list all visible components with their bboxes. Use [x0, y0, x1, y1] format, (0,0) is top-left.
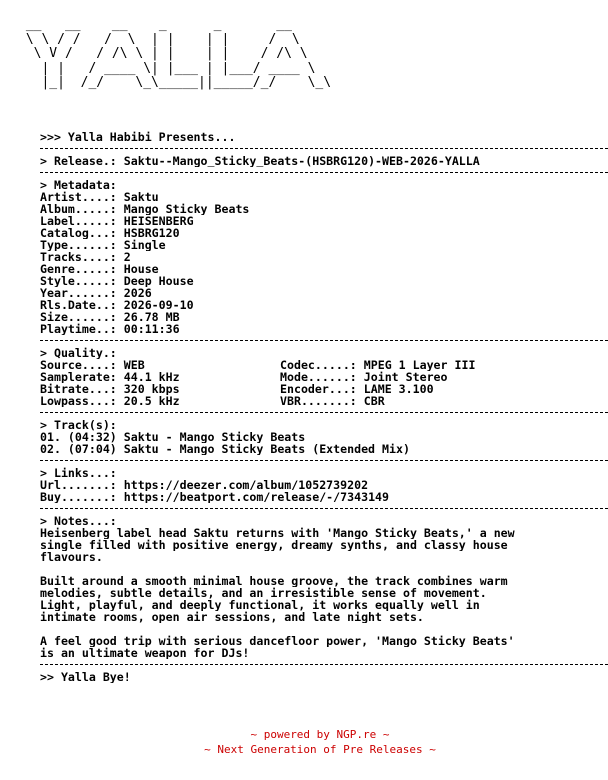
- metadata-value: HSBRG120: [123, 227, 180, 239]
- quality-list: [40, 359, 608, 407]
- release-line: [40, 155, 608, 167]
- release-name: Saktu--Mango_Sticky_Beats-(HSBRG120)-WEB-2026-YALLA: [123, 155, 480, 167]
- link-list: [40, 479, 608, 503]
- intro-line: >>> Yalla Habibi Presents...: [40, 131, 236, 143]
- tracks-header: > Track(s):: [40, 419, 117, 431]
- metadata-value: 00:11:36: [123, 323, 180, 335]
- release-label: > Release.:: [40, 155, 117, 167]
- link-url[interactable]: https://beatport.com/release/-/7343149: [123, 491, 390, 503]
- metadata-row: [40, 311, 608, 323]
- notes-line: A feel good trip with serious dancefloor power, 'Mango Sticky Beats': [40, 635, 515, 647]
- metadata-row: [40, 323, 608, 335]
- metadata-key: Label.....:: [40, 215, 117, 227]
- metadata-key: Artist....:: [40, 191, 117, 203]
- track-item: 01. (04:32) Saktu - Mango Sticky Beats: [40, 431, 306, 443]
- link-url[interactable]: https://deezer.com/album/1052739202: [123, 479, 369, 491]
- footer-powered-by: ~ powered by NGP.re ~: [250, 728, 390, 741]
- track-list: [40, 431, 608, 455]
- metadata-row: [40, 299, 608, 311]
- notes-line: intimate rooms, open air sessions, and late night sets.: [40, 611, 424, 623]
- metadata-key: Size......:: [40, 311, 117, 323]
- quality-row: [40, 359, 608, 371]
- metadata-key: Year......:: [40, 287, 117, 299]
- link-row: [40, 491, 608, 503]
- metadata-value: 26.78 MB: [123, 311, 180, 323]
- divider: [40, 340, 608, 341]
- link-key: Url.......:: [40, 479, 117, 491]
- metadata-header: > Metadata:: [40, 179, 117, 191]
- links-header: > Links...:: [40, 467, 117, 479]
- outro-line: >> Yalla Bye!: [40, 671, 131, 683]
- notes-line: Heisenberg label head Saktu returns with 'Mango Sticky Beats,' a new: [40, 527, 515, 539]
- metadata-row: [40, 191, 608, 203]
- divider: [40, 148, 608, 149]
- metadata-key: Catalog...:: [40, 227, 117, 239]
- quality-right: Codec.....: MPEG 1 Layer III: [280, 359, 476, 371]
- quality-right: Mode......: Joint Stereo: [280, 371, 448, 383]
- metadata-value: 2026-09-10: [123, 299, 194, 311]
- track-item: 02. (07:04) Saktu - Mango Sticky Beats (Extended Mix): [40, 443, 410, 455]
- divider: [40, 172, 608, 173]
- metadata-key: Genre.....:: [40, 263, 117, 275]
- notes-line: melodies, subtle details, and an irresistible sense of movement.: [40, 587, 487, 599]
- notes-line: single filled with positive energy, dreamy synths, and classy house: [40, 539, 508, 551]
- metadata-key: Type......:: [40, 239, 117, 251]
- divider: [40, 508, 608, 509]
- metadata-row: [40, 251, 608, 263]
- metadata-key: Rls.Date..:: [40, 299, 117, 311]
- notes-line: flavours.: [40, 551, 103, 563]
- footer-tagline: ~ Next Generation of Pre Releases ~: [204, 743, 436, 756]
- quality-header: > Quality.:: [40, 347, 117, 359]
- divider: [40, 460, 608, 461]
- quality-right: VBR.......: CBR: [280, 395, 385, 407]
- metadata-key: Album.....:: [40, 203, 117, 215]
- metadata-row: [40, 263, 608, 275]
- metadata-value: HEISENBERG: [123, 215, 194, 227]
- metadata-row: [40, 287, 608, 299]
- notes-text: [40, 527, 608, 659]
- link-row: [40, 479, 608, 491]
- metadata-value: 2: [123, 251, 131, 263]
- metadata-value: Mango Sticky Beats: [123, 203, 250, 215]
- metadata-key: Playtime..:: [40, 323, 117, 335]
- divider: [40, 664, 608, 665]
- nfo-body: [40, 131, 608, 683]
- notes-blank-line: [40, 623, 608, 635]
- yalla-logo-ascii: __ __ __ _ _ __ \ \ / / / \ | | | | / \ \ V / / /\ \ | | | | / /\ \ | | / ____ \| |___ | |___/ ____ \ |_| /_/ \_\_____||_____/_/ \_\: [25, 17, 332, 90]
- quality-row: [40, 395, 608, 407]
- metadata-list: [40, 191, 608, 335]
- divider: [40, 412, 608, 413]
- metadata-key: Tracks....:: [40, 251, 117, 263]
- quality-left: Bitrate...: 320 kbps: [40, 383, 180, 395]
- quality-left: Source....: WEB: [40, 359, 145, 371]
- metadata-key: Style.....:: [40, 275, 117, 287]
- metadata-value: Single: [123, 239, 166, 251]
- notes-line: Built around a smooth minimal house groove, the track combines warm: [40, 575, 508, 587]
- metadata-row: [40, 239, 608, 251]
- metadata-row: [40, 215, 608, 227]
- quality-left: Lowpass...: 20.5 kHz: [40, 395, 180, 407]
- quality-row: [40, 371, 608, 383]
- notes-line: Light, playful, and deeply functional, it works equally well in: [40, 599, 480, 611]
- metadata-row: [40, 275, 608, 287]
- metadata-value: Saktu: [123, 191, 159, 203]
- quality-left: Samplerate: 44.1 kHz: [40, 371, 180, 383]
- metadata-value: 2026: [123, 287, 152, 299]
- notes-header: > Notes...:: [40, 515, 117, 527]
- metadata-row: [40, 227, 608, 239]
- quality-row: [40, 383, 608, 395]
- quality-right: Encoder...: LAME 3.100: [280, 383, 434, 395]
- metadata-value: House: [123, 263, 159, 275]
- notes-blank-line: [40, 563, 608, 575]
- metadata-row: [40, 203, 608, 215]
- metadata-value: Deep House: [123, 275, 194, 287]
- notes-line: is an ultimate weapon for DJs!: [40, 647, 250, 659]
- link-key: Buy.......:: [40, 491, 117, 503]
